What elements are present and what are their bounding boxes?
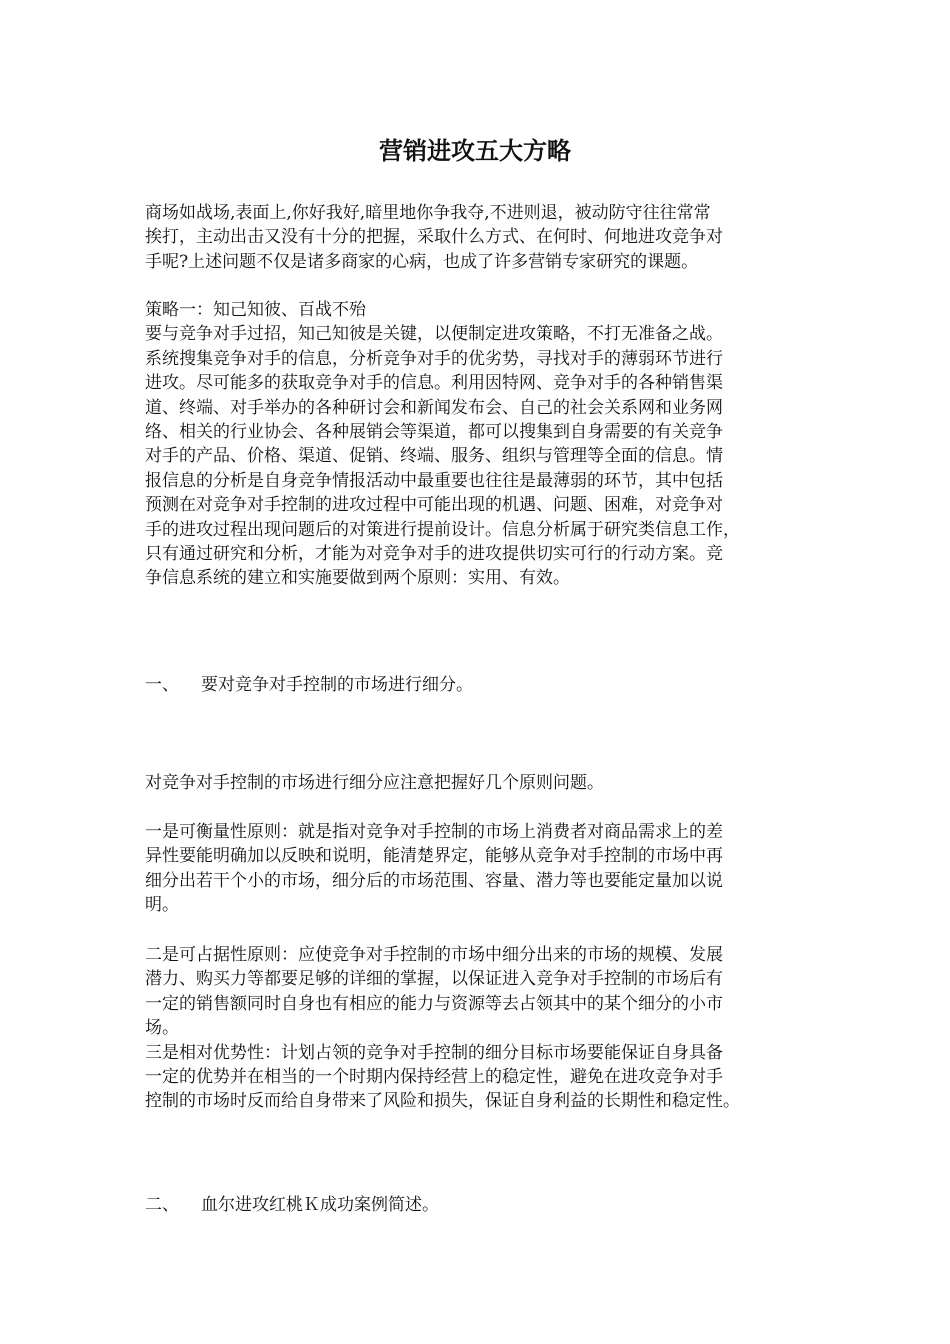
text-line: 争信息系统的建立和实施要做到两个原则：实用、有效。: [145, 568, 570, 589]
text-line: 系统搜集竞争对手的信息，分析竞争对手的优劣势，寻找对手的薄弱环节进行: [145, 348, 723, 369]
text-line: 场。: [145, 1018, 179, 1039]
text-line: 明。: [145, 895, 179, 916]
text-line: 一定的销售额同时自身也有相应的能力与资源等去占领其中的某个细分的小市: [145, 993, 723, 1014]
text-line: 潜力、购买力等都要足够的详细的掌握，以保证进入竞争对手控制的市场后有: [145, 969, 723, 990]
text-line: 手呢?上述问题不仅是诸多商家的心病，也成了许多营销专家研究的课题。: [145, 251, 699, 272]
text-line: 一是可衡量性原则：就是指对竞争对手控制的市场上消费者对商品需求上的差: [145, 822, 723, 842]
text-line: 手的进攻过程出现问题后的对策进行提前设计。信息分析属于研究类信息工作，: [145, 519, 740, 540]
text-line: 商场如战场,表面上,你好我好,暗里地你争我夺,不进则退，被动防守往往常常: [145, 203, 711, 223]
text-line: 络、相关的行业协会、各种展销会等渠道，都可以搜集到自身需要的有关竞争: [145, 422, 723, 443]
principle-one-paragraph: [145, 820, 813, 918]
text-line: 进攻。尽可能多的获取竞争对手的信息。利用因特网、竞争对手的各种销售渠: [145, 373, 723, 394]
section-title: 要对竞争对手控制的市场进行细分。: [201, 675, 473, 695]
section-number: 一、: [145, 675, 179, 695]
text-line: 二是可占据性原则：应使竞争对手控制的市场中细分出来的市场的规模、发展: [145, 945, 723, 965]
section-number: 二、: [145, 1195, 179, 1215]
section-one-intro: [145, 771, 813, 795]
text-line: 控制的市场时反而给自身带来了风险和损失，保证自身利益的长期性和稳定性。: [145, 1091, 740, 1112]
strategy-one-paragraph: [145, 298, 813, 591]
text-line: 一定的优势并在相当的一个时期内保持经营上的稳定性，避免在进攻竞争对手: [145, 1067, 723, 1088]
intro-paragraph: [145, 201, 813, 274]
section-title: 血尔进攻红桃Ｋ成功案例简述。: [201, 1195, 439, 1215]
text-line: 报信息的分析是自身竞争情报活动中最重要也往往是最薄弱的环节，其中包括: [145, 470, 723, 491]
strategy-heading: 策略一：知己知彼、百战不殆: [145, 300, 366, 320]
text-line: 只有通过研究和分析，才能为对竞争对手的进攻提供切实可行的行动方案。竞: [145, 544, 723, 565]
text-line: 预测在对竞争对手控制的进攻过程中可能出现的机遇、问题、困难，对竞争对: [145, 495, 723, 516]
text-line: 细分出若干个小的市场，细分后的市场范围、容量、潜力等也要能定量加以说: [145, 870, 723, 891]
section-one-heading: [145, 673, 473, 697]
text-line: 挨打，主动出击又没有十分的把握，采取什么方式、在何时、何地进攻竞争对: [145, 227, 723, 248]
text-line: 要与竞争对手过招，知己知彼是关键，以便制定进攻策略，不打无准备之战。: [145, 324, 723, 345]
principle-two-three-paragraph: [145, 943, 813, 1114]
text-line: 道、终端、对手举办的各种研讨会和新闻发布会、自己的社会关系网和业务网: [145, 397, 723, 418]
text-line: 对手的产品、价格、渠道、促销、终端、服务、组织与管理等全面的信息。情: [145, 446, 723, 467]
text-line: 异性要能明确加以反映和说明，能清楚界定，能够从竞争对手控制的市场中再: [145, 846, 723, 867]
text-line: 对竞争对手控制的市场进行细分应注意把握好几个原则问题。: [145, 773, 604, 793]
document-title: 营销进攻五大方略: [379, 136, 571, 165]
section-two-heading: [145, 1193, 439, 1217]
text-line: 三是相对优势性：计划占领的竞争对手控制的细分目标市场要能保证自身具备: [145, 1042, 723, 1063]
